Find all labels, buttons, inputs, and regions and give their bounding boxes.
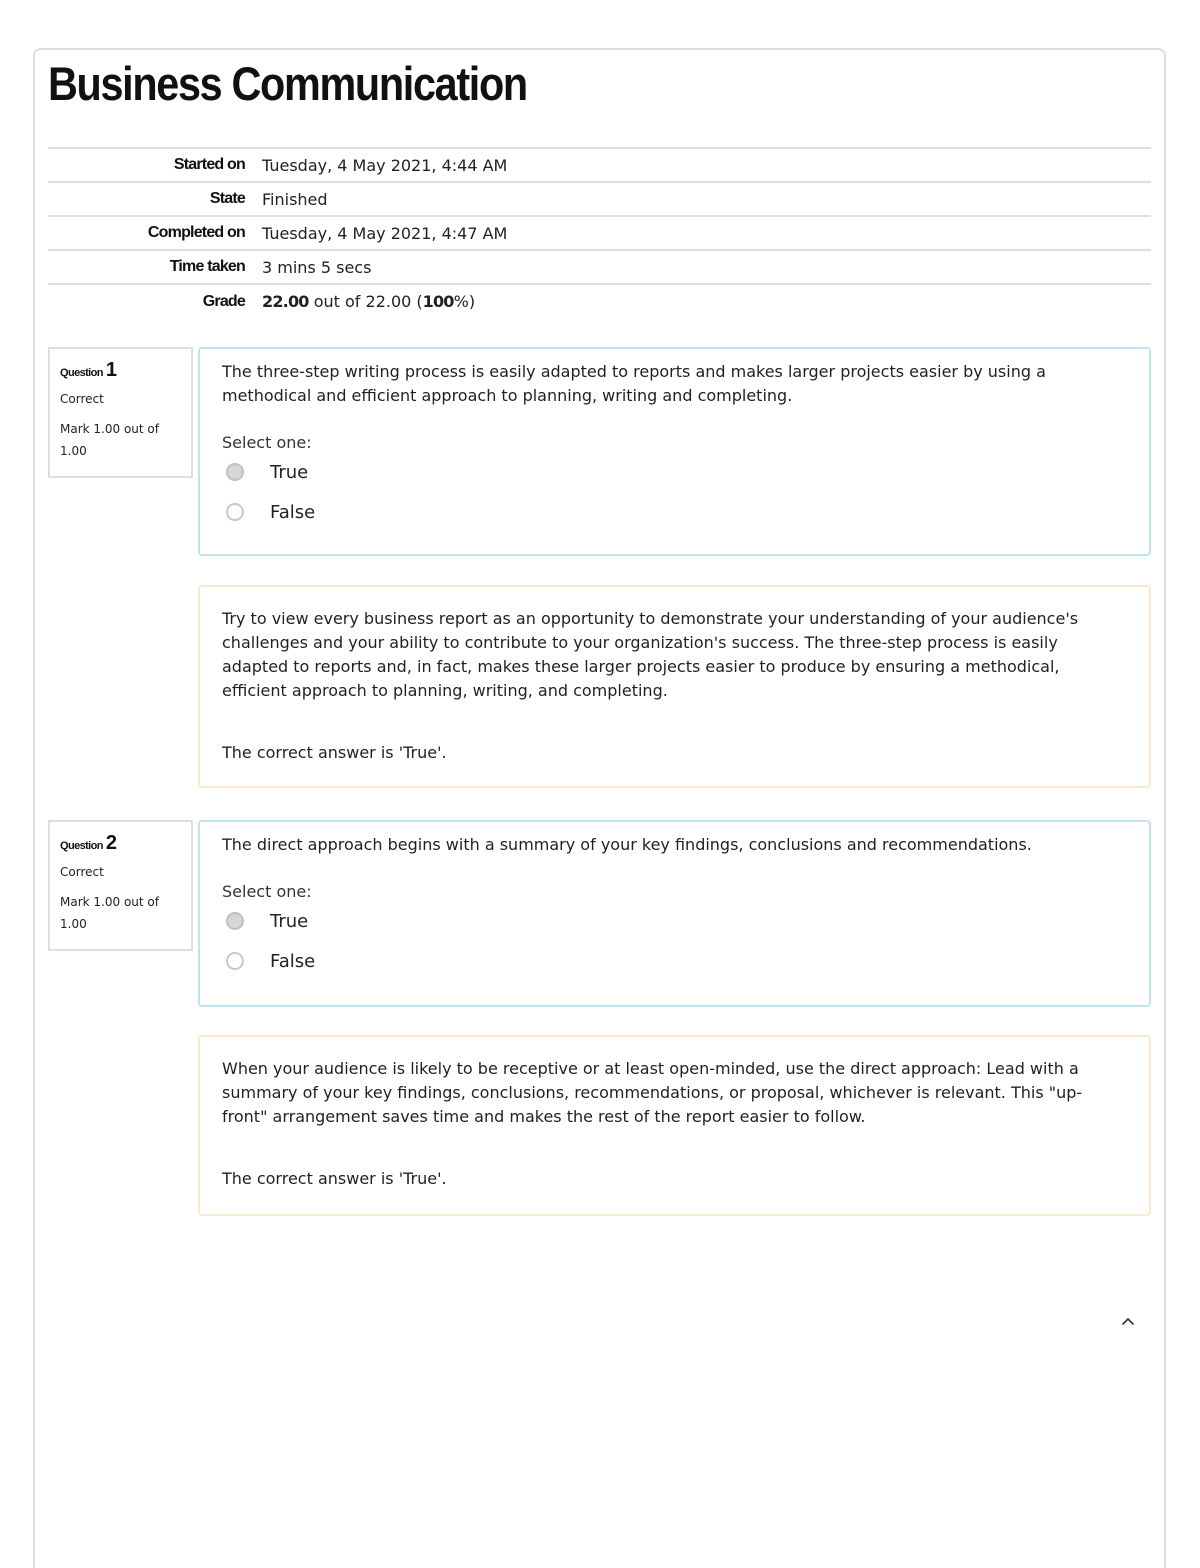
question-number-line bbox=[60, 832, 181, 855]
question-state: Correct bbox=[60, 392, 104, 406]
grade-percent-suffix: %) bbox=[453, 292, 476, 311]
summary-label: Started on bbox=[173, 156, 245, 173]
summary-row-completed bbox=[48, 216, 1151, 250]
option-label: True bbox=[270, 461, 309, 483]
radio-unselected-icon[interactable] bbox=[226, 503, 244, 521]
option-label: False bbox=[270, 950, 316, 972]
question-formulation bbox=[198, 820, 1151, 1007]
general-feedback: When your audience is likely to be receptive or at least open-minded, use the direct approach: Lead with a summary of your key findings, conclusions, recommendations, or proposal, whichever is relevant. This "up-front" arrangement saves time and makes the rest of the report easier to follow. bbox=[222, 1059, 1083, 1126]
summary-value: Finished bbox=[262, 189, 328, 209]
question-feedback bbox=[198, 1035, 1151, 1216]
option-label: False bbox=[270, 501, 316, 523]
radio-unselected-icon[interactable] bbox=[226, 952, 244, 970]
summary-value bbox=[254, 284, 1151, 318]
question-info-box bbox=[48, 347, 193, 478]
question-feedback bbox=[198, 585, 1151, 788]
radio-selected-icon[interactable] bbox=[226, 912, 244, 930]
right-answer: The correct answer is 'True'. bbox=[222, 743, 447, 762]
radio-selected-icon[interactable] bbox=[226, 463, 244, 481]
summary-row-started bbox=[48, 148, 1151, 182]
summary-row-time-taken bbox=[48, 250, 1151, 284]
option-label: True bbox=[270, 910, 309, 932]
question-grade: Mark 1.00 out of 1.00 bbox=[60, 895, 159, 931]
summary-value: 3 mins 5 secs bbox=[262, 257, 372, 277]
grade-out-of: out of 22.00 ( bbox=[308, 292, 423, 311]
question-number: 2 bbox=[105, 832, 117, 854]
grade-percent: 100 bbox=[422, 292, 454, 311]
answer-option-true[interactable] bbox=[226, 452, 1127, 492]
summary-row-grade bbox=[48, 284, 1151, 318]
answer-option-false[interactable] bbox=[226, 941, 1127, 981]
summary-value: Tuesday, 4 May 2021, 4:44 AM bbox=[262, 155, 508, 175]
question-text: The three-step writing process is easily adapted to reports and makes larger projects easier by using a methodical and efficient approach to planning, writing and completing. bbox=[222, 362, 1046, 405]
question-number-line bbox=[60, 359, 181, 382]
summary-value: Tuesday, 4 May 2021, 4:47 AM bbox=[262, 223, 508, 243]
summary-label: Completed on bbox=[147, 224, 245, 241]
question-label: Question bbox=[60, 840, 103, 852]
general-feedback: Try to view every business report as an opportunity to demonstrate your understanding of your audience's challenges and your ability to contribute to your organization's success. The three-step process is easily adapted to reports and, in fact, makes these larger projects easier to produce by ensuring a methodical, efficient approach to planning, writing, and completing. bbox=[222, 609, 1079, 700]
select-one-prompt: Select one: bbox=[222, 882, 312, 901]
attempt-summary-table bbox=[48, 147, 1151, 318]
question-state: Correct bbox=[60, 865, 104, 879]
question-number: 1 bbox=[105, 359, 117, 381]
chevron-up-icon[interactable] bbox=[1121, 1314, 1135, 1328]
question-label: Question bbox=[60, 367, 103, 379]
summary-label: Grade bbox=[202, 292, 245, 310]
select-one-prompt: Select one: bbox=[222, 433, 312, 452]
summary-label: Time taken bbox=[169, 258, 245, 275]
summary-label: State bbox=[209, 190, 245, 207]
question-formulation bbox=[198, 347, 1151, 556]
right-answer: The correct answer is 'True'. bbox=[222, 1169, 447, 1188]
question-grade: Mark 1.00 out of 1.00 bbox=[60, 422, 159, 458]
question-text: The direct approach begins with a summary of your key findings, conclusions and recommendations. bbox=[222, 835, 1032, 854]
question-info-box bbox=[48, 820, 193, 951]
answer-option-true[interactable] bbox=[226, 901, 1127, 941]
page-title: Business Communication bbox=[48, 57, 527, 110]
summary-row-state bbox=[48, 182, 1151, 216]
answer-option-false[interactable] bbox=[226, 492, 1127, 532]
grade-score: 22.00 bbox=[262, 292, 309, 311]
